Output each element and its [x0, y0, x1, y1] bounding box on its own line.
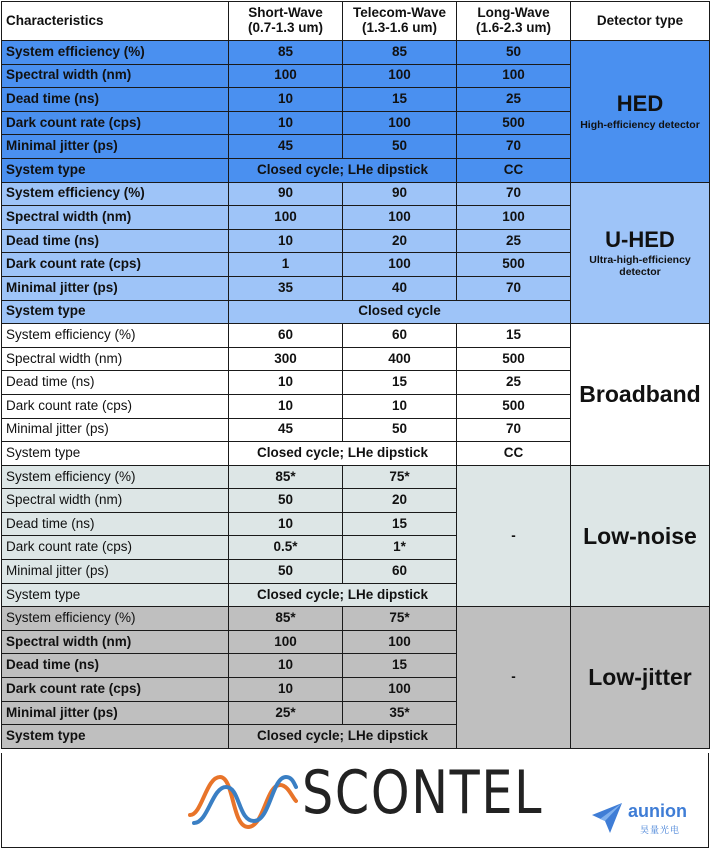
detector-subtitle: Ultra-high-efficiency detector: [589, 253, 691, 279]
header-row: [2, 2, 710, 41]
table-row: [2, 182, 710, 206]
cell-value: 0.5*: [229, 536, 343, 560]
row-label-spectral: Spectral width (nm): [2, 206, 229, 230]
detector-type-broadband: [571, 324, 710, 466]
row-label-dark: Dark count rate (cps): [2, 111, 229, 135]
cell-value: 70: [457, 418, 571, 442]
cell-value: 35*: [343, 701, 457, 725]
header-detector-type: Detector type: [571, 2, 710, 41]
cell-value: 15: [343, 654, 457, 678]
cell-value: 25: [457, 229, 571, 253]
cell-value: 100: [229, 206, 343, 230]
aunion-logo: [590, 799, 700, 839]
header-long-wave: Long-Wave (1.6-2.3 um): [457, 2, 571, 41]
row-label-systype: System type: [2, 158, 229, 182]
cell-value: 100: [343, 630, 457, 654]
cell-value: 100: [457, 64, 571, 88]
cell-value: 25*: [229, 701, 343, 725]
row-label-dark: Dark count rate (cps): [2, 536, 229, 560]
cell-value: 75*: [343, 465, 457, 489]
cell-value: 90: [229, 182, 343, 206]
cell-value: 10: [229, 88, 343, 112]
row-label-jitter: Minimal jitter (ps): [2, 418, 229, 442]
cell-value: 50: [457, 41, 571, 65]
detector-name: HED: [616, 91, 664, 117]
detector-name: Low-jitter: [588, 664, 692, 691]
row-label-dark: Dark count rate (cps): [2, 678, 229, 702]
detector-type-low-jitter: [571, 607, 710, 749]
header-short-wave: Short-Wave (0.7-1.3 um): [229, 2, 343, 41]
cell-value: 100: [343, 206, 457, 230]
cell-value: 70: [457, 276, 571, 300]
cell-value: 10: [343, 394, 457, 418]
row-label-efficiency: System efficiency (%): [2, 182, 229, 206]
cell-value: 70: [457, 182, 571, 206]
cell-value: 50: [229, 489, 343, 513]
cell-value: 75*: [343, 607, 457, 631]
row-label-systype: System type: [2, 300, 229, 324]
cell-value: 20: [343, 489, 457, 513]
cell-value: CC: [457, 442, 571, 466]
cell-value: Closed cycle; LHe dipstick: [229, 725, 457, 749]
cell-value: 10: [229, 371, 343, 395]
detector-type-hed: [571, 41, 710, 183]
cell-value: 15: [457, 324, 571, 348]
cell-value: 500: [457, 347, 571, 371]
row-label-efficiency: System efficiency (%): [2, 465, 229, 489]
cell-value: 400: [343, 347, 457, 371]
cell-value: 70: [457, 135, 571, 159]
row-label-spectral: Spectral width (nm): [2, 347, 229, 371]
cell-value: CC: [457, 158, 571, 182]
detector-name: Broadband: [579, 381, 701, 408]
row-label-jitter: Minimal jitter (ps): [2, 701, 229, 725]
aunion-name: aunion: [628, 801, 687, 821]
header-characteristics: Characteristics: [2, 2, 229, 41]
cell-value: 10: [229, 394, 343, 418]
row-label-efficiency: System efficiency (%): [2, 41, 229, 65]
row-label-dark: Dark count rate (cps): [2, 394, 229, 418]
cell-value: 20: [343, 229, 457, 253]
cell-value: 60: [343, 560, 457, 584]
cell-value: 25: [457, 371, 571, 395]
row-label-dead: Dead time (ns): [2, 229, 229, 253]
cell-value: 10: [229, 512, 343, 536]
cell-value: 50: [343, 135, 457, 159]
cell-value: Closed cycle; LHe dipstick: [229, 442, 457, 466]
cell-value: 60: [343, 324, 457, 348]
cell-value: 60: [229, 324, 343, 348]
cell-value: 25: [457, 88, 571, 112]
row-label-efficiency: System efficiency (%): [2, 607, 229, 631]
cell-value: 100: [229, 64, 343, 88]
long-wave-na: -: [457, 465, 571, 607]
detector-subtitle: High-efficiency detector: [580, 118, 700, 131]
cell-value: 15: [343, 512, 457, 536]
cell-value: 45: [229, 418, 343, 442]
row-label-jitter: Minimal jitter (ps): [2, 276, 229, 300]
row-label-dark: Dark count rate (cps): [2, 253, 229, 277]
cell-value: 10: [229, 229, 343, 253]
cell-value: 500: [457, 253, 571, 277]
row-label-dead: Dead time (ns): [2, 512, 229, 536]
cell-value: 35: [229, 276, 343, 300]
row-label-systype: System type: [2, 725, 229, 749]
detector-name: U-HED: [605, 226, 675, 252]
row-label-spectral: Spectral width (nm): [2, 64, 229, 88]
row-label-spectral: Spectral width (nm): [2, 630, 229, 654]
cell-value: 1: [229, 253, 343, 277]
cell-value: Closed cycle: [229, 300, 571, 324]
detector-name: Low-noise: [583, 522, 697, 549]
row-label-dead: Dead time (ns): [2, 371, 229, 395]
cell-value: 300: [229, 347, 343, 371]
cell-value: 85: [343, 41, 457, 65]
cell-value: 85: [229, 41, 343, 65]
detector-type-uhed: [571, 182, 710, 324]
detector-comparison-table: [1, 1, 710, 749]
cell-value: 100: [343, 253, 457, 277]
cell-value: 90: [343, 182, 457, 206]
cell-value: 15: [343, 371, 457, 395]
paper-plane-icon: [590, 801, 624, 835]
cell-value: 10: [229, 678, 343, 702]
cell-value: 100: [343, 64, 457, 88]
scontel-wave-icon: [188, 771, 298, 833]
table-row: [2, 607, 710, 631]
header-telecom-wave: Telecom-Wave (1.3-1.6 um): [343, 2, 457, 41]
row-label-dead: Dead time (ns): [2, 88, 229, 112]
cell-value: 85*: [229, 465, 343, 489]
cell-value: 50: [343, 418, 457, 442]
row-label-systype: System type: [2, 442, 229, 466]
cell-value: 100: [343, 111, 457, 135]
cell-value: 10: [229, 111, 343, 135]
aunion-subtitle: 昊量光电: [640, 825, 681, 835]
cell-value: 40: [343, 276, 457, 300]
row-label-efficiency: System efficiency (%): [2, 324, 229, 348]
row-label-spectral: Spectral width (nm): [2, 489, 229, 513]
cell-value: 1*: [343, 536, 457, 560]
cell-value: 50: [229, 560, 343, 584]
cell-value: Closed cycle; LHe dipstick: [229, 158, 457, 182]
table-row: [2, 465, 710, 489]
cell-value: 500: [457, 111, 571, 135]
cell-value: 15: [343, 88, 457, 112]
cell-value: 500: [457, 394, 571, 418]
cell-value: 100: [343, 678, 457, 702]
row-label-jitter: Minimal jitter (ps): [2, 135, 229, 159]
cell-value: Closed cycle; LHe dipstick: [229, 583, 457, 607]
footer-logos: [1, 753, 709, 848]
cell-value: 85*: [229, 607, 343, 631]
long-wave-na: -: [457, 607, 571, 749]
cell-value: 45: [229, 135, 343, 159]
table-row: [2, 324, 710, 348]
row-label-systype: System type: [2, 583, 229, 607]
row-label-dead: Dead time (ns): [2, 654, 229, 678]
cell-value: 10: [229, 654, 343, 678]
detector-type-low-noise: [571, 465, 710, 607]
row-label-jitter: Minimal jitter (ps): [2, 560, 229, 584]
table-row: [2, 41, 710, 65]
scontel-logo-text: SCONTEL: [302, 758, 544, 828]
cell-value: 100: [457, 206, 571, 230]
cell-value: 100: [229, 630, 343, 654]
